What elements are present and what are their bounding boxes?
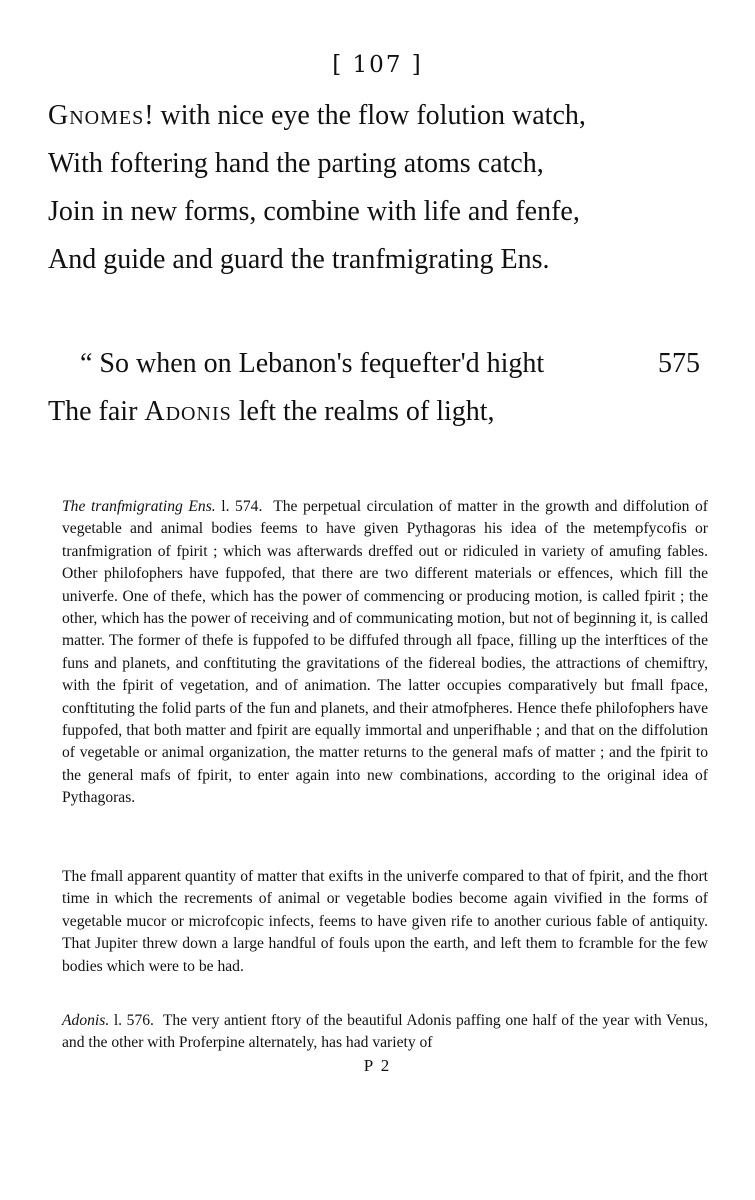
footnote-reference: Adonis. xyxy=(62,1012,110,1029)
adonis-name: Adonis xyxy=(144,396,232,427)
verse-line: With foftering hand the parting atoms catch, xyxy=(48,148,544,179)
verse-line: Gnomes! with nice eye the flow folution watch, xyxy=(48,100,586,131)
verse-line: Join in new forms, combine with life and fenfe, xyxy=(48,196,580,227)
line-number: 575 xyxy=(658,348,700,379)
footnote-reference: The tranfmigrating Ens. xyxy=(62,498,216,515)
verse-block-gnomes xyxy=(48,92,728,284)
footnote-adonis xyxy=(62,1010,708,1055)
signature-mark: P 2 xyxy=(363,1056,392,1075)
footnote-line-ref: l. 574. xyxy=(215,498,263,515)
footnote-paragraph: The fmall apparent quantity of matter that exifts in the univerfe compared to that of fpirit, and the fhort time in which the recrements of animal or vegetable bodies become again vivified in the forms of vegetable mucor or microfcopic infects, feems to have given rife to another curious fable of antiquity. That Jupiter threw down a large handful of fouls upon the earth, and left them to fcramble for the few bodies which were to be had. xyxy=(62,868,708,975)
footnote-ens-continued xyxy=(62,866,708,978)
verse-line: The fair Adonis left the realms of light, xyxy=(48,396,495,427)
footnote-ens xyxy=(62,496,708,810)
verse-line: “ So when on Lebanon's fequefter'd hight 575 xyxy=(48,340,728,388)
speaker-name: Gnomes xyxy=(48,100,145,131)
footnote-paragraph: The tranfmigrating Ens. l. 574. The perpetual circulation of matter in the growth and diffolution of vegetable and animal bodies feems to have given Pythagoras his idea of the metempfycofis or tranfmigration of fpirit ; which was afterwards dreffed out or ridiculed in variety of amufing fables. Other philofophers have fuppofed, that there are two different materials or effences, which fill the univerfe. One of thefe, which has the power of commencing or producing motion, is called fpirit ; the other, which has the power of receiving and of communicating motion, but not of beginning it, is called matter. The former of thefe is fuppofed to be diffufed through all fpace, filling up the interftices of the funs and planets, and conftituting the gravitations of the fidereal bodies, the attractions of chemiftry, with the fpirit of vegetation, and of animation. The latter occupies comparatively but fmall fpace, conftituting the folid parts of the fun and planets, and their atmofpheres. Hence thefe philofophers have fuppofed, that both matter and fpirit are equally immortal and unperifhable ; and that on the diffolution of vegetable or animal organization, the matter returns to the general mafs of matter ; and the fpirit to the general mafs of fpirit, to enter again into new combinations, according to the original idea of Pythagoras. xyxy=(62,498,708,807)
footnote-paragraph: Adonis. l. 576. The very antient ftory of the beautiful Adonis paffing one half of the year with Venus, and the other with Proferpine alternately, has had variety of xyxy=(62,1012,708,1052)
verse-line: And guide and guard the tranfmigrating Ens. xyxy=(48,244,550,275)
footnote-line-ref: l. 576. xyxy=(109,1012,154,1029)
verse-block-lebanon xyxy=(48,340,728,436)
page-number: [ 107 ] xyxy=(332,52,423,78)
